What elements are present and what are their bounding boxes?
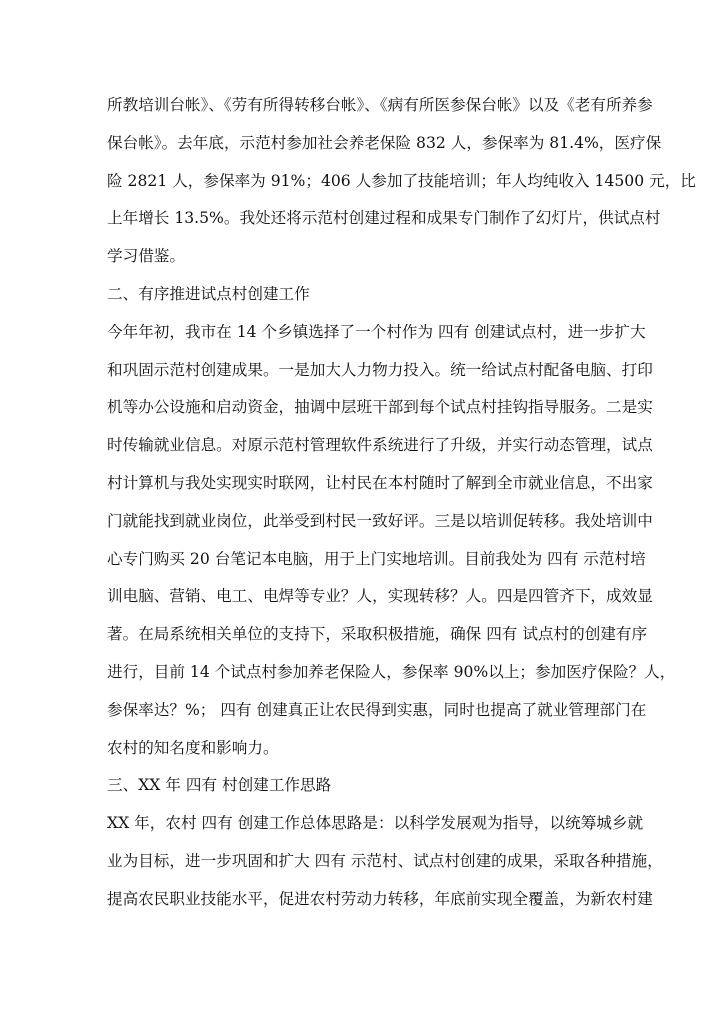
- body-text-line: 所教培训台帐》、《劳有所得转移台帐》、《病有所医参保台帐》以及《老有所养参: [107, 96, 653, 114]
- body-text-line: 上年增长 13.5%。我处还将示范村创建过程和成果专门制作了幻灯片，供试点村: [107, 209, 661, 227]
- body-text-line: 险 2821 人，参保率为 91%；406 人参加了技能培训；年人均纯收入 14500 元，比: [107, 172, 696, 190]
- body-text-line: 门就能找到就业岗位，此举受到村民一致好评。三是以培训促转移。我处培训中: [107, 512, 653, 530]
- body-text-line: 参保率达？%； 四有 创建真正让农民得到实惠，同时也提高了就业管理部门在: [107, 701, 647, 719]
- body-text-line: 提高农民职业技能水平，促进农村劳动力转移，年底前实现全覆盖，为新农村建: [107, 890, 653, 908]
- body-text-line: 机等办公设施和启动资金，抽调中层班干部到每个试点村挂钩指导服务。二是实: [107, 398, 653, 416]
- body-text-line: 著。在局系统相关单位的支持下，采取积极措施，确保 四有 试点村的创建有序: [107, 625, 648, 643]
- body-text-line: 村计算机与我处实现实时联网，让村民在本村随时了解到全市就业信息，不出家: [107, 474, 653, 492]
- body-text-line: 心专门购买 20 台笔记本电脑，用于上门实地培训。目前我处为 四有 示范村培: [107, 550, 646, 568]
- body-text-line: 进行，目前 14 个试点村参加养老保险人，参保率 90%以上；参加医疗保险？人，: [107, 663, 676, 681]
- body-text-line: 农村的知名度和影响力。: [107, 739, 279, 757]
- body-text-line: 训电脑、营销、电工、电焊等专业？人，实现转移？人。四是四管齐下，成效显: [107, 587, 653, 605]
- section-heading: 二、有序推进试点村创建工作: [107, 285, 310, 303]
- body-text-line: 今年年初，我市在 14 个乡镇选择了一个村作为 四有 创建试点村，进一步扩大: [107, 323, 646, 341]
- body-text-line: 和巩固示范村创建成果。一是加大人力物力投入。统一给试点村配备电脑、打印: [107, 361, 653, 379]
- section-heading: 三、XX 年 四有 村创建工作思路: [107, 776, 332, 794]
- body-text-line: XX 年，农村 四有 创建工作总体思路是：以科学发展观为指导，以统筹城乡就: [107, 814, 644, 832]
- body-text-line: 学习借鉴。: [107, 247, 185, 265]
- body-text-line: 业为目标，进一步巩固和扩大 四有 示范村、试点村创建的成果，采取各种措施，: [107, 852, 663, 870]
- body-text-line: 保台帐》。去年底，示范村参加社会养老保险 832 人，参保率为 81.4%，医疗保: [107, 134, 662, 152]
- body-text-line: 时传输就业信息。对原示范村管理软件系统进行了升级，并实行动态管理，试点: [107, 436, 653, 454]
